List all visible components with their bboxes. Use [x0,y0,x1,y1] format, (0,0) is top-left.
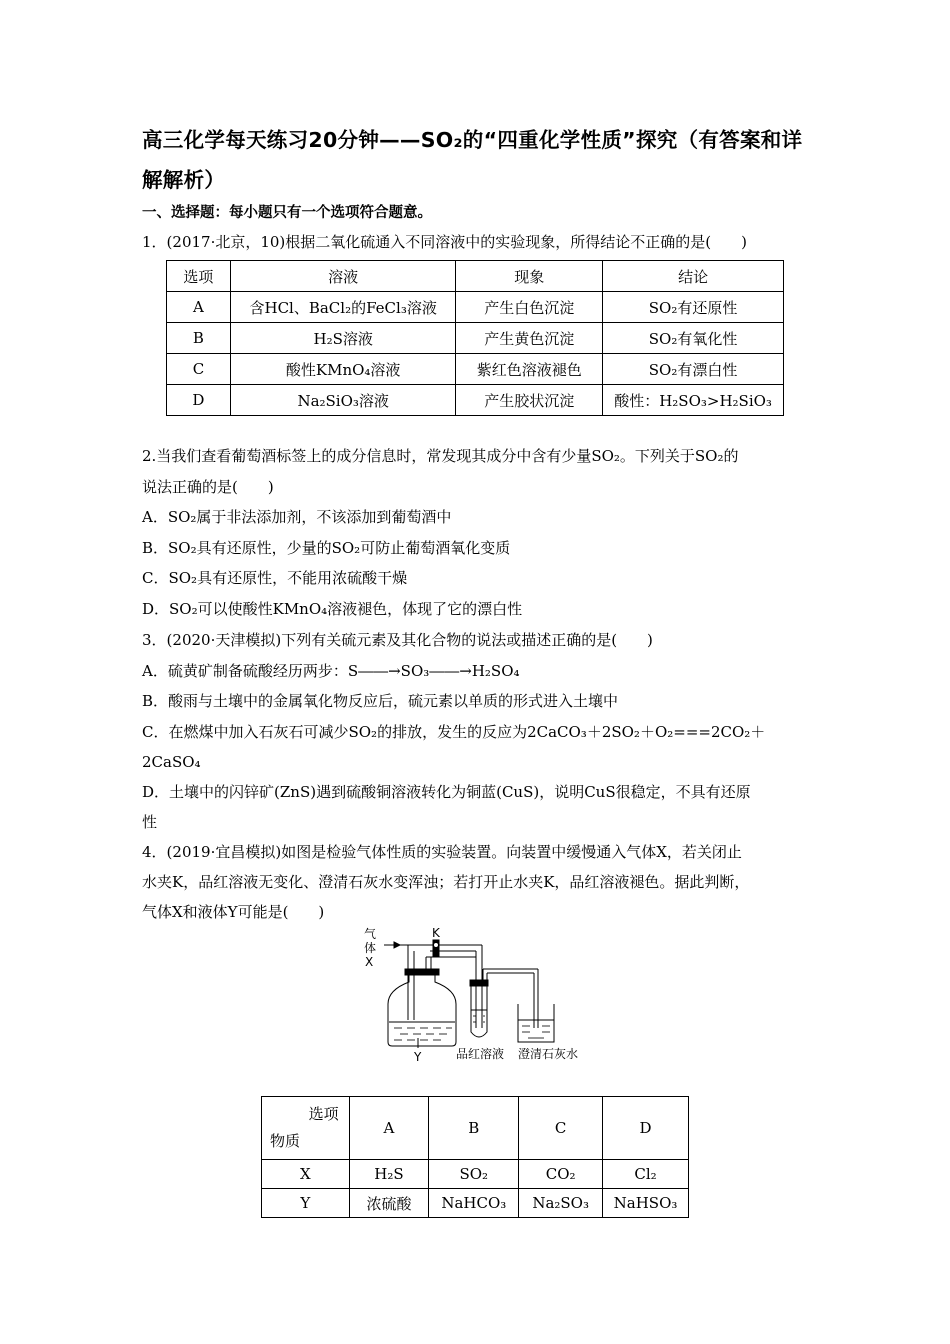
table-cell: 酸性KMnO₄溶液 [230,354,456,385]
table-row [262,1160,689,1189]
table-cell: D [167,385,231,416]
question-2-option-b: B．SO₂具有还原性，少量的SO₂可防止葡萄酒氧化变质 [142,539,511,557]
table-cell: Na₂SO₃ [519,1189,603,1218]
experiment-apparatus-diagram [352,924,600,1064]
question-2-option-d: D．SO₂可以使酸性KMnO₄溶液褪色，体现了它的漂白性 [142,600,523,618]
table-cell: H₂S溶液 [230,323,456,354]
page-title: 高三化学每天练习20分钟——SO₂的“四重化学性质”探究（有答案和详解解析） [142,128,803,192]
valve-k-label: K [432,926,440,940]
table-header-cell: 溶液 [230,261,456,292]
question-2-option-a: A．SO₂属于非法添加剂，不该添加到葡萄酒中 [142,508,452,526]
table-header-cell: 选项 [167,261,231,292]
table-cell: 紫红色溶液褪色 [456,354,603,385]
question-3-option-c-line-2: 2CaSO₄ [142,753,201,771]
table-cell: NaHSO₃ [603,1189,689,1218]
table-cell: 产生胶状沉淀 [456,385,603,416]
table-header-cell: B [429,1097,519,1160]
table-cell: Y [262,1189,350,1218]
table-row [262,1189,689,1218]
table-cell: SO₂有还原性 [603,292,784,323]
question-3-option-b: B．酸雨与土壤中的金属氧化物反应后，硫元素以单质的形式进入土壤中 [142,692,619,710]
question-4-stem-line-1: 4．(2019·宜昌模拟)如图是检验气体性质的实验装置。向装置中缓慢通入气体X，若关闭止 [142,843,742,861]
table-cell: C [167,354,231,385]
table-row [167,292,784,323]
question-2-option-c: C．SO₂具有还原性，不能用浓硫酸干燥 [142,569,408,587]
table-header-cell: D [603,1097,689,1160]
question-3-option-c-line-1: C．在燃煤中加入石灰石可减少SO₂的排放，发生的反应为2CaCO₃＋2SO₂＋O₂===2CO₂＋ [142,723,766,741]
table-cell: CO₂ [519,1160,603,1189]
question-3-stem: 3．(2020·天津模拟)下列有关硫元素及其化合物的说法或描述正确的是( ) [142,631,653,649]
table-header-cell: C [519,1097,603,1160]
magenta-solution-label: 品红溶液 [456,1047,505,1061]
question-4-stem-line-3: 气体X和液体Y可能是( ) [142,903,325,921]
gas-label-1: 气 [364,927,377,941]
table-header-cell: A [349,1097,429,1160]
table-cell: 含HCl、BaCl₂的FeCl₃溶液 [230,292,456,323]
table-cell: X [262,1160,350,1189]
table-cell: SO₂ [429,1160,519,1189]
table-corner-cell [262,1097,350,1160]
limewater-label: 澄清石灰水 [518,1047,579,1061]
table-cell: NaHCO₃ [429,1189,519,1218]
question-4-stem-line-2: 水夹K，品红溶液无变化、澄清石灰水变浑浊；若打开止水夹K，品红溶液褪色。据此判断， [142,873,750,891]
question-3-option-a: A．硫黄矿制备硫酸经历两步：S――→SO₃――→H₂SO₄ [142,662,520,680]
table-cell: SO₂有漂白性 [603,354,784,385]
table-cell: A [167,292,231,323]
question-1-table [166,260,784,416]
table-row [167,385,784,416]
table-header-cell: 现象 [456,261,603,292]
question-3-option-d-line-1: D．土壤中的闪锌矿(ZnS)遇到硫酸铜溶液转化为铜蓝(CuS)，说明CuS很稳定，不具有还原 [142,783,751,801]
section-heading: 一、选择题：每小题只有一个选项符合题意。 [142,205,432,221]
table-row [167,354,784,385]
question-2-stem-line-1: 2.当我们查看葡萄酒标签上的成分信息时，常发现其成分中含有少量SO₂。下列关于SO₂的 [142,447,739,465]
table-cell: 浓硫酸 [349,1189,429,1218]
table-cell: 产生黄色沉淀 [456,323,603,354]
corner-label-top: 选项 [308,1105,339,1123]
table-header-row [262,1097,689,1160]
table-header-cell: 结论 [603,261,784,292]
corner-label-bottom: 物质 [270,1132,301,1150]
table-cell: Cl₂ [603,1160,689,1189]
liquid-y-label: Y [414,1050,422,1064]
table-cell: 酸性：H₂SO₃>H₂SiO₃ [603,385,784,416]
gas-label-3: X [365,955,374,969]
table-cell: Na₂SiO₃溶液 [230,385,456,416]
question-2-stem-line-2: 说法正确的是( ) [142,478,274,496]
table-cell: 产生白色沉淀 [456,292,603,323]
table-cell: H₂S [349,1160,429,1189]
table-row [167,323,784,354]
question-4-table [261,1096,689,1218]
table-cell: SO₂有氧化性 [603,323,784,354]
question-3-option-d-line-2: 性 [142,813,158,831]
table-cell: B [167,323,231,354]
gas-label-2: 体 [364,941,377,955]
table-header-row [167,261,784,292]
question-1-stem: 1．(2017·北京，10)根据二氧化硫通入不同溶液中的实验现象，所得结论不正确的是( ) [142,233,747,251]
